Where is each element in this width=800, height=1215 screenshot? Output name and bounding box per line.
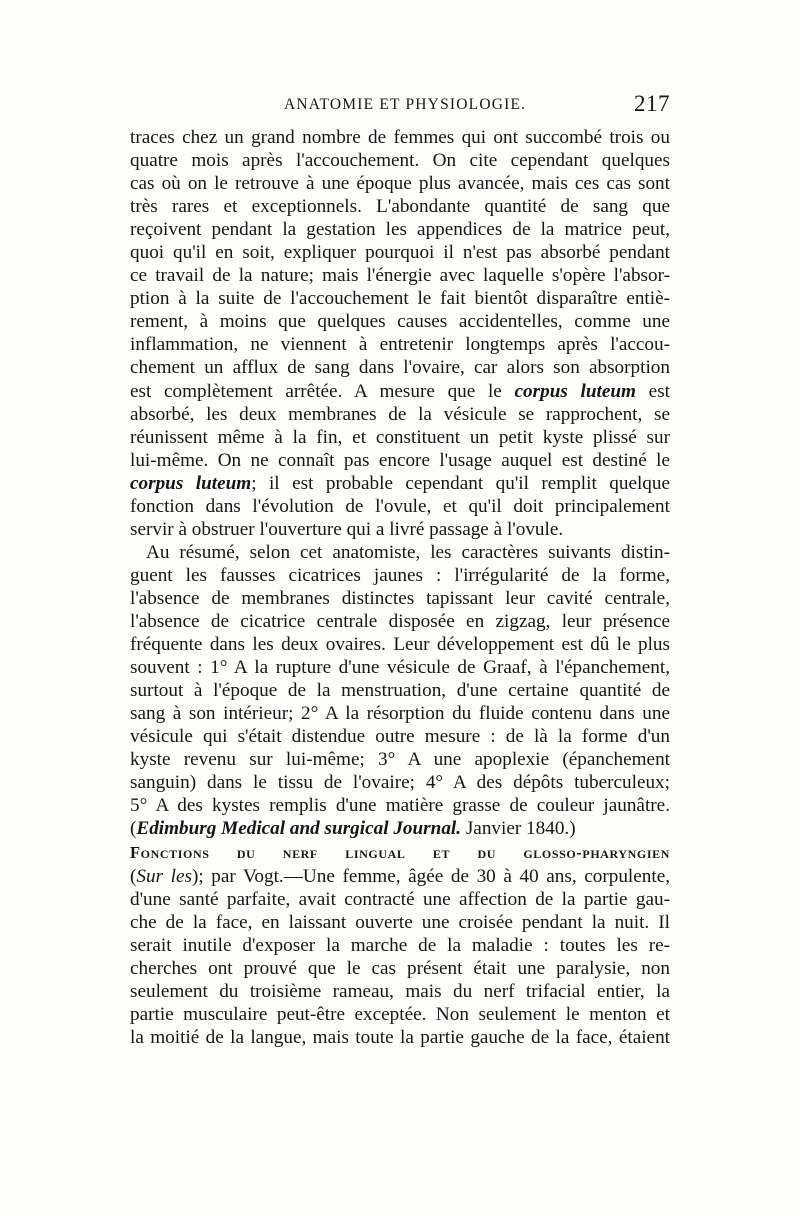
text-line: cas où on le retrouve à une époque plus avancée, mais ces cas sont — [130, 173, 670, 195]
body-text — [130, 126, 670, 1049]
text-run: est complètement arrêtée. A mesure que le — [130, 380, 515, 402]
book-page — [130, 92, 670, 1049]
text-line: très rares et exceptionnels. L'abondante quantité de sang que — [130, 196, 670, 218]
text-line: souvent : 1° A la rupture d'une vésicule de Graaf, à l'épanchement, — [130, 657, 670, 679]
journal-title: Edimburg Medical and surgical Journal. — [136, 818, 462, 840]
text-run: ; il est probable cependant qu'il remplit quelque — [251, 472, 670, 494]
text-line: l'absence de membranes distinctes tapissant leur cavité centrale, — [130, 587, 670, 609]
text-line: l'absence de cicatrice centrale disposée en zigzag, leur présence — [130, 610, 670, 632]
text-line: guent les fausses cicatrices jaunes : l'irrégularité de la forme, — [130, 564, 670, 586]
text-line: chement un afflux de sang dans l'ovaire, car alors son absorption — [130, 357, 670, 379]
text-line: rement, à moins que quelques causes accidentelles, comme une — [130, 311, 670, 333]
text-line-mixed — [130, 380, 670, 403]
text-line-mixed — [130, 472, 670, 495]
text-line: 5° A des kystes remplis d'une matière grasse de couleur jaunâtre. — [130, 795, 670, 817]
text-line: vésicule qui s'était distendue outre mesure : de là la forme d'un — [130, 726, 670, 748]
text-line: fonction dans l'évolution de l'ovule, et qu'il doit principalement — [130, 495, 670, 517]
text-line: quoi qu'il en soit, expliquer pourquoi il n'est pas absorbé pendant — [130, 242, 670, 264]
text-line: absorbé, les deux membranes de la vésicule se rapprochent, se — [130, 403, 670, 425]
running-title: ANATOMIE ET PHYSIOLOGIE. — [284, 96, 527, 113]
text-run: ( — [130, 865, 137, 887]
text-line: inflammation, ne viennent à entretenir longtemps après l'accou- — [130, 334, 670, 356]
text-run: est — [635, 380, 670, 402]
text-line: traces chez un grand nombre de femmes qui ont succombé trois ou — [130, 127, 670, 148]
text-line: partie musculaire peut-être exceptée. Non seulement le menton et — [130, 1003, 670, 1025]
text-line: surtout à l'époque de la menstruation, d'une certaine quantité de — [130, 680, 670, 702]
text-run: ); par Vogt.—Une femme, âgée de 30 à 40 ans, corpulente, — [191, 865, 671, 887]
text-line: servir à obstruer l'ouverture qui a livré passage à l'ovule. — [130, 518, 564, 540]
italic-term: Sur les — [136, 865, 192, 887]
citation-line — [130, 817, 670, 840]
journal-date: Janvier 1840.) — [461, 818, 576, 840]
italic-term: corpus luteum — [130, 472, 252, 494]
text-line: seulement du troisième rameau, mais du nerf trifacial entier, la — [130, 980, 670, 1002]
text-line: la moitié de la langue, mais toute la partie gauche de la face, étaient — [130, 1026, 670, 1048]
text-line: reçoivent pendant la gestation les appendices de la matrice peut, — [130, 219, 670, 241]
italic-term: corpus luteum — [514, 380, 636, 402]
text-line: kyste revenu sur lui-même; 3° A une apoplexie (épanchement — [130, 749, 670, 771]
text-line-mixed — [130, 865, 670, 888]
text-run: ( — [130, 818, 137, 840]
page-number: 217 — [634, 91, 670, 116]
text-line: lui-même. On ne connaît pas encore l'usage auquel est destiné le — [130, 449, 670, 471]
text-line: réunissent même à la fin, et constituent un petit kyste plissé sur — [130, 426, 670, 448]
text-line: ce travail de la nature; mais l'énergie avec laquelle s'opère l'absor- — [130, 265, 670, 287]
section-heading: Fonctions du nerf lingual et du glosso-pharyngien — [130, 843, 670, 863]
paragraph-first-line: Au résumé, selon cet anatomiste, les caractères suivants distin- — [146, 541, 670, 563]
text-line: quatre mois après l'accouchement. On cite cependant quelques — [130, 150, 670, 172]
running-head — [130, 92, 670, 126]
text-line: fréquente dans les deux ovaires. Leur développement est dû le plus — [130, 634, 670, 656]
text-line: serait inutile d'exposer la marche de la maladie : toutes les re- — [130, 934, 670, 956]
text-line: sang à son intérieur; 2° A la résorption du fluide contenu dans une — [130, 703, 670, 725]
text-line: d'une santé parfaite, avait contracté une affection de la partie gau- — [130, 888, 670, 910]
text-line: cherches ont prouvé que le cas présent était une paralysie, non — [130, 957, 670, 979]
text-line: sanguin) dans le tissu de l'ovaire; 4° A des dépôts tuberculeux; — [130, 772, 670, 794]
text-line: che de la face, en laissant ouverte une croisée pendant la nuit. Il — [130, 911, 670, 933]
text-line: ption à la suite de l'accouchement le fait bientôt disparaître entiè- — [130, 288, 670, 310]
